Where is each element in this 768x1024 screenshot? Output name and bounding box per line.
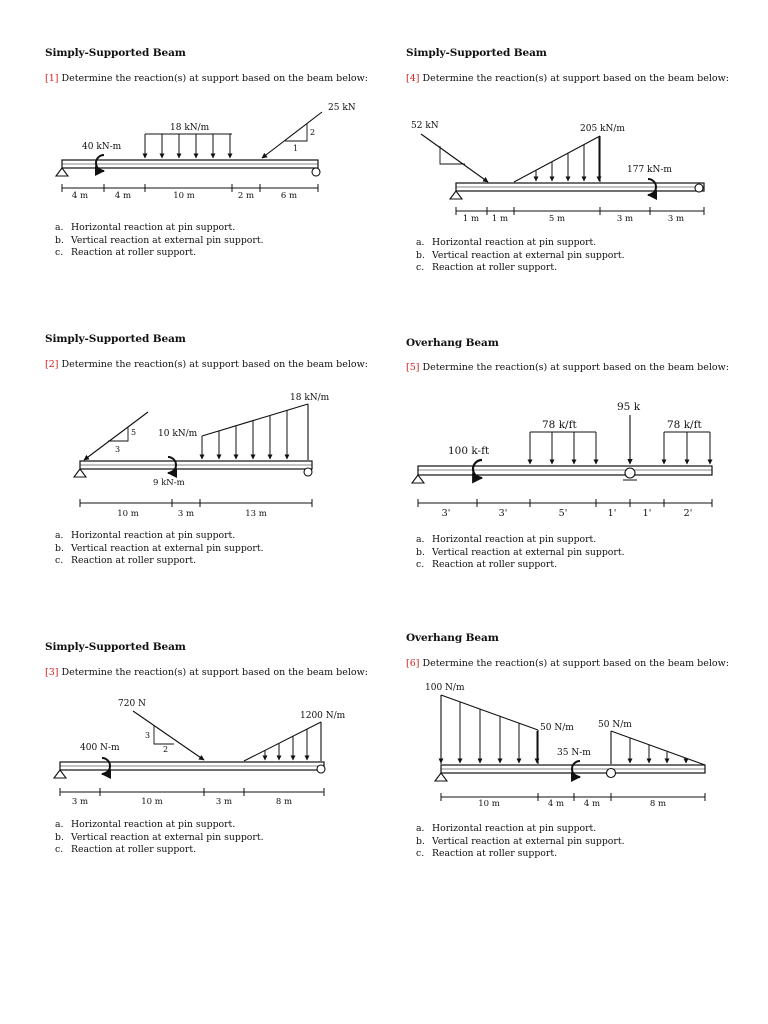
dim-5: 6 m [280,191,298,201]
force-label: 25 kN [328,103,356,113]
problem-4-question-text: Determine the reaction(s) at support based on the beam below: [422,73,729,84]
problem-6-title: Overhang Beam [406,632,499,644]
moment-label: 35 N-m [557,748,591,758]
option-a: a. Horizontal reaction at pin support. [416,237,597,248]
option-c: c. Reaction at roller support. [416,559,558,571]
option-c: c. Reaction at roller support. [416,262,558,274]
slope-h: 1 [293,144,299,153]
option-b: b. Vertical reaction at external pin support. [416,835,625,847]
dim-4: 2 m [237,191,255,201]
problem-6-question-text: Determine the reaction(s) at support based on the beam below: [422,658,729,669]
roller-support-icon [607,769,616,778]
dim-2: 3 m [177,509,195,519]
problem-6-options [416,823,625,861]
moment-label: 40 kN-m [82,142,122,152]
slope-v: 2 [310,128,316,137]
option-a: a. Horizontal reaction at pin support. [55,222,236,233]
problem-3-number: [3] [45,667,59,678]
slope-v: 5 [131,428,137,437]
problem-3-title: Simply-Supported Beam [45,641,186,653]
problem-2-title: Simply-Supported Beam [45,333,186,345]
force-label: 720 N [118,699,146,709]
problem-2-number: [2] [45,359,59,370]
moment-label: 100 k-ft [448,445,490,457]
dim-1: 4 m [71,191,89,201]
problem-3-question-text: Determine the reaction(s) at support based on the beam below: [61,667,368,678]
problem-1-number: [1] [45,73,59,84]
moment-label: 9 kN-m [153,478,185,488]
dim-5: 1' [642,508,652,519]
dim-1: 10 m [478,799,500,809]
dim-6: 2' [683,508,693,519]
option-a: a. Horizontal reaction at pin support. [416,823,597,834]
dim-2: 4 m [547,799,565,809]
slope-h: 2 [163,745,169,754]
udl-label: 18 kN/m [170,123,210,133]
force-label: 52 kN [411,121,439,131]
moment-label: 177 kN-m [627,165,672,175]
load2-label: 50 N/m [598,720,632,730]
load-label: 1200 N/m [300,711,346,721]
load-mid-label: 50 N/m [540,723,574,733]
dim-4: 3 m [616,214,634,224]
distributed-load-arrows-1 [441,700,537,763]
dim-5: 3 m [667,214,685,224]
option-b: b. Vertical reaction at external pin support. [416,249,625,261]
problem-1-title: Simply-Supported Beam [45,47,186,59]
option-a: a. Horizontal reaction at pin support. [55,530,236,541]
dim-2: 1 m [491,214,509,224]
dim-3: 5 m [548,214,566,224]
option-b: b. Vertical reaction at external pin support. [55,542,264,554]
slope-h: 3 [115,445,121,454]
dim-3: 5' [558,508,568,519]
problem-1-question-text: Determine the reaction(s) at support based on the beam below: [61,73,368,84]
dim-2: 4 m [114,191,132,201]
udl1-label: 78 k/ft [542,419,577,431]
option-b: b. Vertical reaction at external pin support. [416,546,625,558]
dim-3: 13 m [245,509,267,519]
dim-4: 8 m [649,799,667,809]
force-label: 95 k [617,401,641,413]
option-c: c. Reaction at roller support. [55,247,197,259]
dim-3: 3 m [215,797,233,807]
problem-5-number: [5] [406,362,420,373]
option-b: b. Vertical reaction at external pin support. [55,234,264,246]
load-end-label: 18 kN/m [290,393,330,403]
pin-support-icon [435,773,447,781]
problem-5-question-text: Determine the reaction(s) at support based on the beam below: [422,362,729,373]
problem-2-question-text: Determine the reaction(s) at support based on the beam below: [61,359,368,370]
option-a: a. Horizontal reaction at pin support. [55,819,236,830]
distributed-load-arrows-2 [630,738,686,763]
dim-1: 10 m [117,509,139,519]
problem-4-title: Simply-Supported Beam [406,47,547,59]
problem-6-number: [6] [406,658,420,669]
load-label: 205 kN/m [580,124,625,134]
slope-v: 3 [145,731,151,740]
udl2-label: 78 k/ft [667,419,702,431]
problem-5-title: Overhang Beam [406,337,499,349]
dim-1: 1 m [462,214,480,224]
option-c: c. Reaction at roller support. [55,844,197,856]
dim-2: 3' [498,508,508,519]
load-start-label: 100 N/m [425,683,465,693]
dim-2: 10 m [141,797,163,807]
option-b: b. Vertical reaction at external pin support. [55,831,264,843]
load-start-label: 10 kN/m [158,429,198,439]
dim-4: 8 m [275,797,293,807]
dim-1: 3' [441,508,451,519]
moment-label: 400 N-m [80,743,120,753]
option-c: c. Reaction at roller support. [55,555,197,567]
problem-4-number: [4] [406,73,420,84]
option-c: c. Reaction at roller support. [416,848,558,860]
option-a: a. Horizontal reaction at pin support. [416,534,597,545]
dim-4: 1' [607,508,617,519]
dim-3: 10 m [173,191,195,201]
dim-1: 3 m [71,797,89,807]
dim-3: 4 m [583,799,601,809]
